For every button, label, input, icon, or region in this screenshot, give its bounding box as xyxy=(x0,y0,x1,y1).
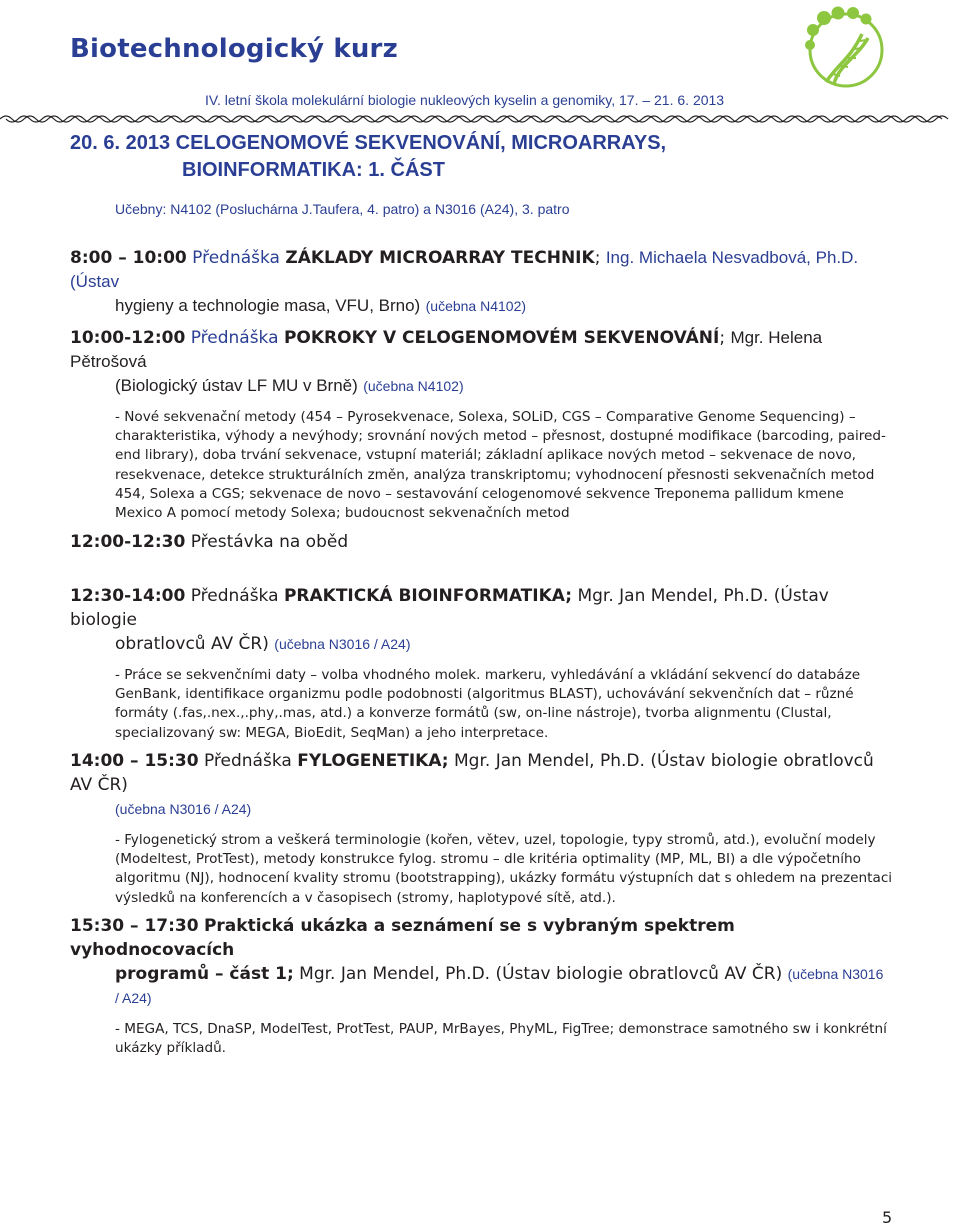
schedule-entry xyxy=(70,749,893,908)
schedule-entry xyxy=(70,914,890,1058)
entry-title: ZÁKLADY MICROARRAY TECHNIK xyxy=(285,248,595,268)
entry-type: Přednáška xyxy=(203,751,292,771)
entry-title: FYLOGENETIKA; xyxy=(297,751,449,771)
dna-helix-logo-icon xyxy=(798,4,890,96)
entry-room: (učebna N3016 / A24) xyxy=(115,801,252,817)
entry-room: (učebna N4102) xyxy=(425,298,527,314)
entry-speaker: Mgr. Jan Mendel, Ph.D. (Ústav biologie xyxy=(70,586,829,630)
decorative-wave-divider xyxy=(0,110,960,128)
schedule-entry xyxy=(70,530,890,554)
entry-title: PRAKTICKÁ BIOINFORMATIKA; xyxy=(283,586,573,606)
entry-time: 14:00 – 15:30 xyxy=(70,751,199,771)
entry-title: POKROKY V CELOGENOMOVÉM SEKVENOVÁNÍ xyxy=(283,328,720,348)
entry-speaker: Mgr. Helena Pětrošová xyxy=(70,328,823,371)
schedule-entry xyxy=(70,326,890,523)
document-subtitle: IV. letní škola molekulární biologie nukleových kyselin a genomiky, 17. – 21. 6. 2013 xyxy=(205,92,725,108)
day-heading-line1: 20. 6. 2013 CELOGENOMOVÉ SEKVENOVÁNÍ, MICROARRAYS, xyxy=(70,132,667,154)
entry-institution: hygieny a technologie masa, VFU, Brno) xyxy=(115,296,421,315)
entry-room: (učebna N3016 / A24) xyxy=(274,636,411,652)
entry-time: 10:00-12:00 xyxy=(70,328,186,348)
entry-speaker: Mgr. Jan Mendel, Ph.D. (Ústav biologie obratlovců AV ČR) xyxy=(299,964,783,984)
entry-title: Praktická ukázka a seznámení se s vybraným spektrem vyhodnocovacích xyxy=(70,916,735,960)
entry-type: Přednáška xyxy=(190,586,279,606)
entry-type: Přestávka na oběd xyxy=(190,532,349,552)
entry-time: 15:30 – 17:30 xyxy=(70,916,199,936)
entry-institution: (Biologický ústav LF MU v Brně) xyxy=(115,376,358,395)
entry-description: - Fylogenetický strom a veškerá terminologie (kořen, větev, uzel, topologie, typy stromů, atd.), evoluční modely (Modeltest, ProtTest), metody konstrukce fylog. stromu – dle kritéria optimality (MP, ML, BI) a dle výpočetního algoritmu (NJ), hodnocení kvality stromu (bootstrapping), ukázky formátu výstupních dat s ohledem na prezentaci výsledků na konferencích a v časopisech (stromy, haplotypové sítě, atd.). xyxy=(115,832,893,906)
entry-separator: ; xyxy=(594,248,601,268)
entry-title-cont: programů – část 1; xyxy=(115,964,294,984)
entry-type: Přednáška xyxy=(192,248,280,268)
entry-time: 8:00 – 10:00 xyxy=(70,248,187,268)
entry-speaker: Mgr. Jan Mendel, Ph.D. (Ústav biologie obratlovců AV ČR) xyxy=(70,751,874,795)
entry-speaker: Ing. Michaela Nesvadbová, Ph.D. (Ústav xyxy=(70,248,859,291)
day-heading xyxy=(70,130,666,184)
entry-description: - Práce se sekvenčními daty – volba vhodného molek. markeru, vyhledávání a vkládání sekvencí do databáze GenBank, identifikace organizmu podle podobnosti (algoritmus BLAST), uchovávání sekvenčních dat – různé formáty (.fas,.nex.,.phy,.mas, atd.) a konverze formátů (sw, on-line nástroje), tvorba alignmentu (Clustal, specializovaný sw: MEGA, BioEdit, SeqMan) a jeho interpretace. xyxy=(115,667,861,741)
schedule-entry xyxy=(70,584,890,743)
entry-room: (učebna N3016 / A24) xyxy=(115,966,884,1006)
page-number: 5 xyxy=(882,1208,893,1227)
rooms-info: Učebny: N4102 (Posluchárna J.Taufera, 4. patro) a N3016 (A24), 3. patro xyxy=(115,201,570,217)
entry-separator: ; xyxy=(719,328,726,348)
entry-description: - Nové sekvenační metody (454 – Pyrosekvenace, Solexa, SOLiD, CGS – Comparative Genome Sequencing) – charakteristika, výhody a nevýhody; srovnání nových metod – přesnost, dostupné modifikace (barcoding, paired-end library), doba trvání sekvenace, vstupní materiál; základní aplikace nových metod – sekvenace de novo, resekvenace, detekce strukturálních změn, analýza transkriptomu; vyhodnocení přesnosti sekvenačních metod 454, Solexa a CGS; sekvenace de novo – sestavování celogenomové sekvence Treponema pallidum kmene Mexico A pomocí metody Solexa; budoucnost sekvenačních metod xyxy=(115,409,886,522)
entry-institution: obratlovců AV ČR) xyxy=(115,634,269,654)
document-title: Biotechnologický kurz xyxy=(70,34,398,64)
schedule-entry xyxy=(70,246,890,318)
entry-time: 12:30-14:00 xyxy=(70,586,186,606)
entry-description: - MEGA, TCS, DnaSP, ModelTest, ProtTest, PAUP, MrBayes, PhyML, FigTree; demonstrace samotného sw i konkrétní ukázky příkladů. xyxy=(115,1021,887,1057)
day-heading-line2: BIOINFORMATIKA: 1. ČÁST xyxy=(182,159,445,181)
entry-time: 12:00-12:30 xyxy=(70,532,186,552)
entry-type: Přednáška xyxy=(190,328,279,348)
entry-room: (učebna N4102) xyxy=(363,378,464,394)
